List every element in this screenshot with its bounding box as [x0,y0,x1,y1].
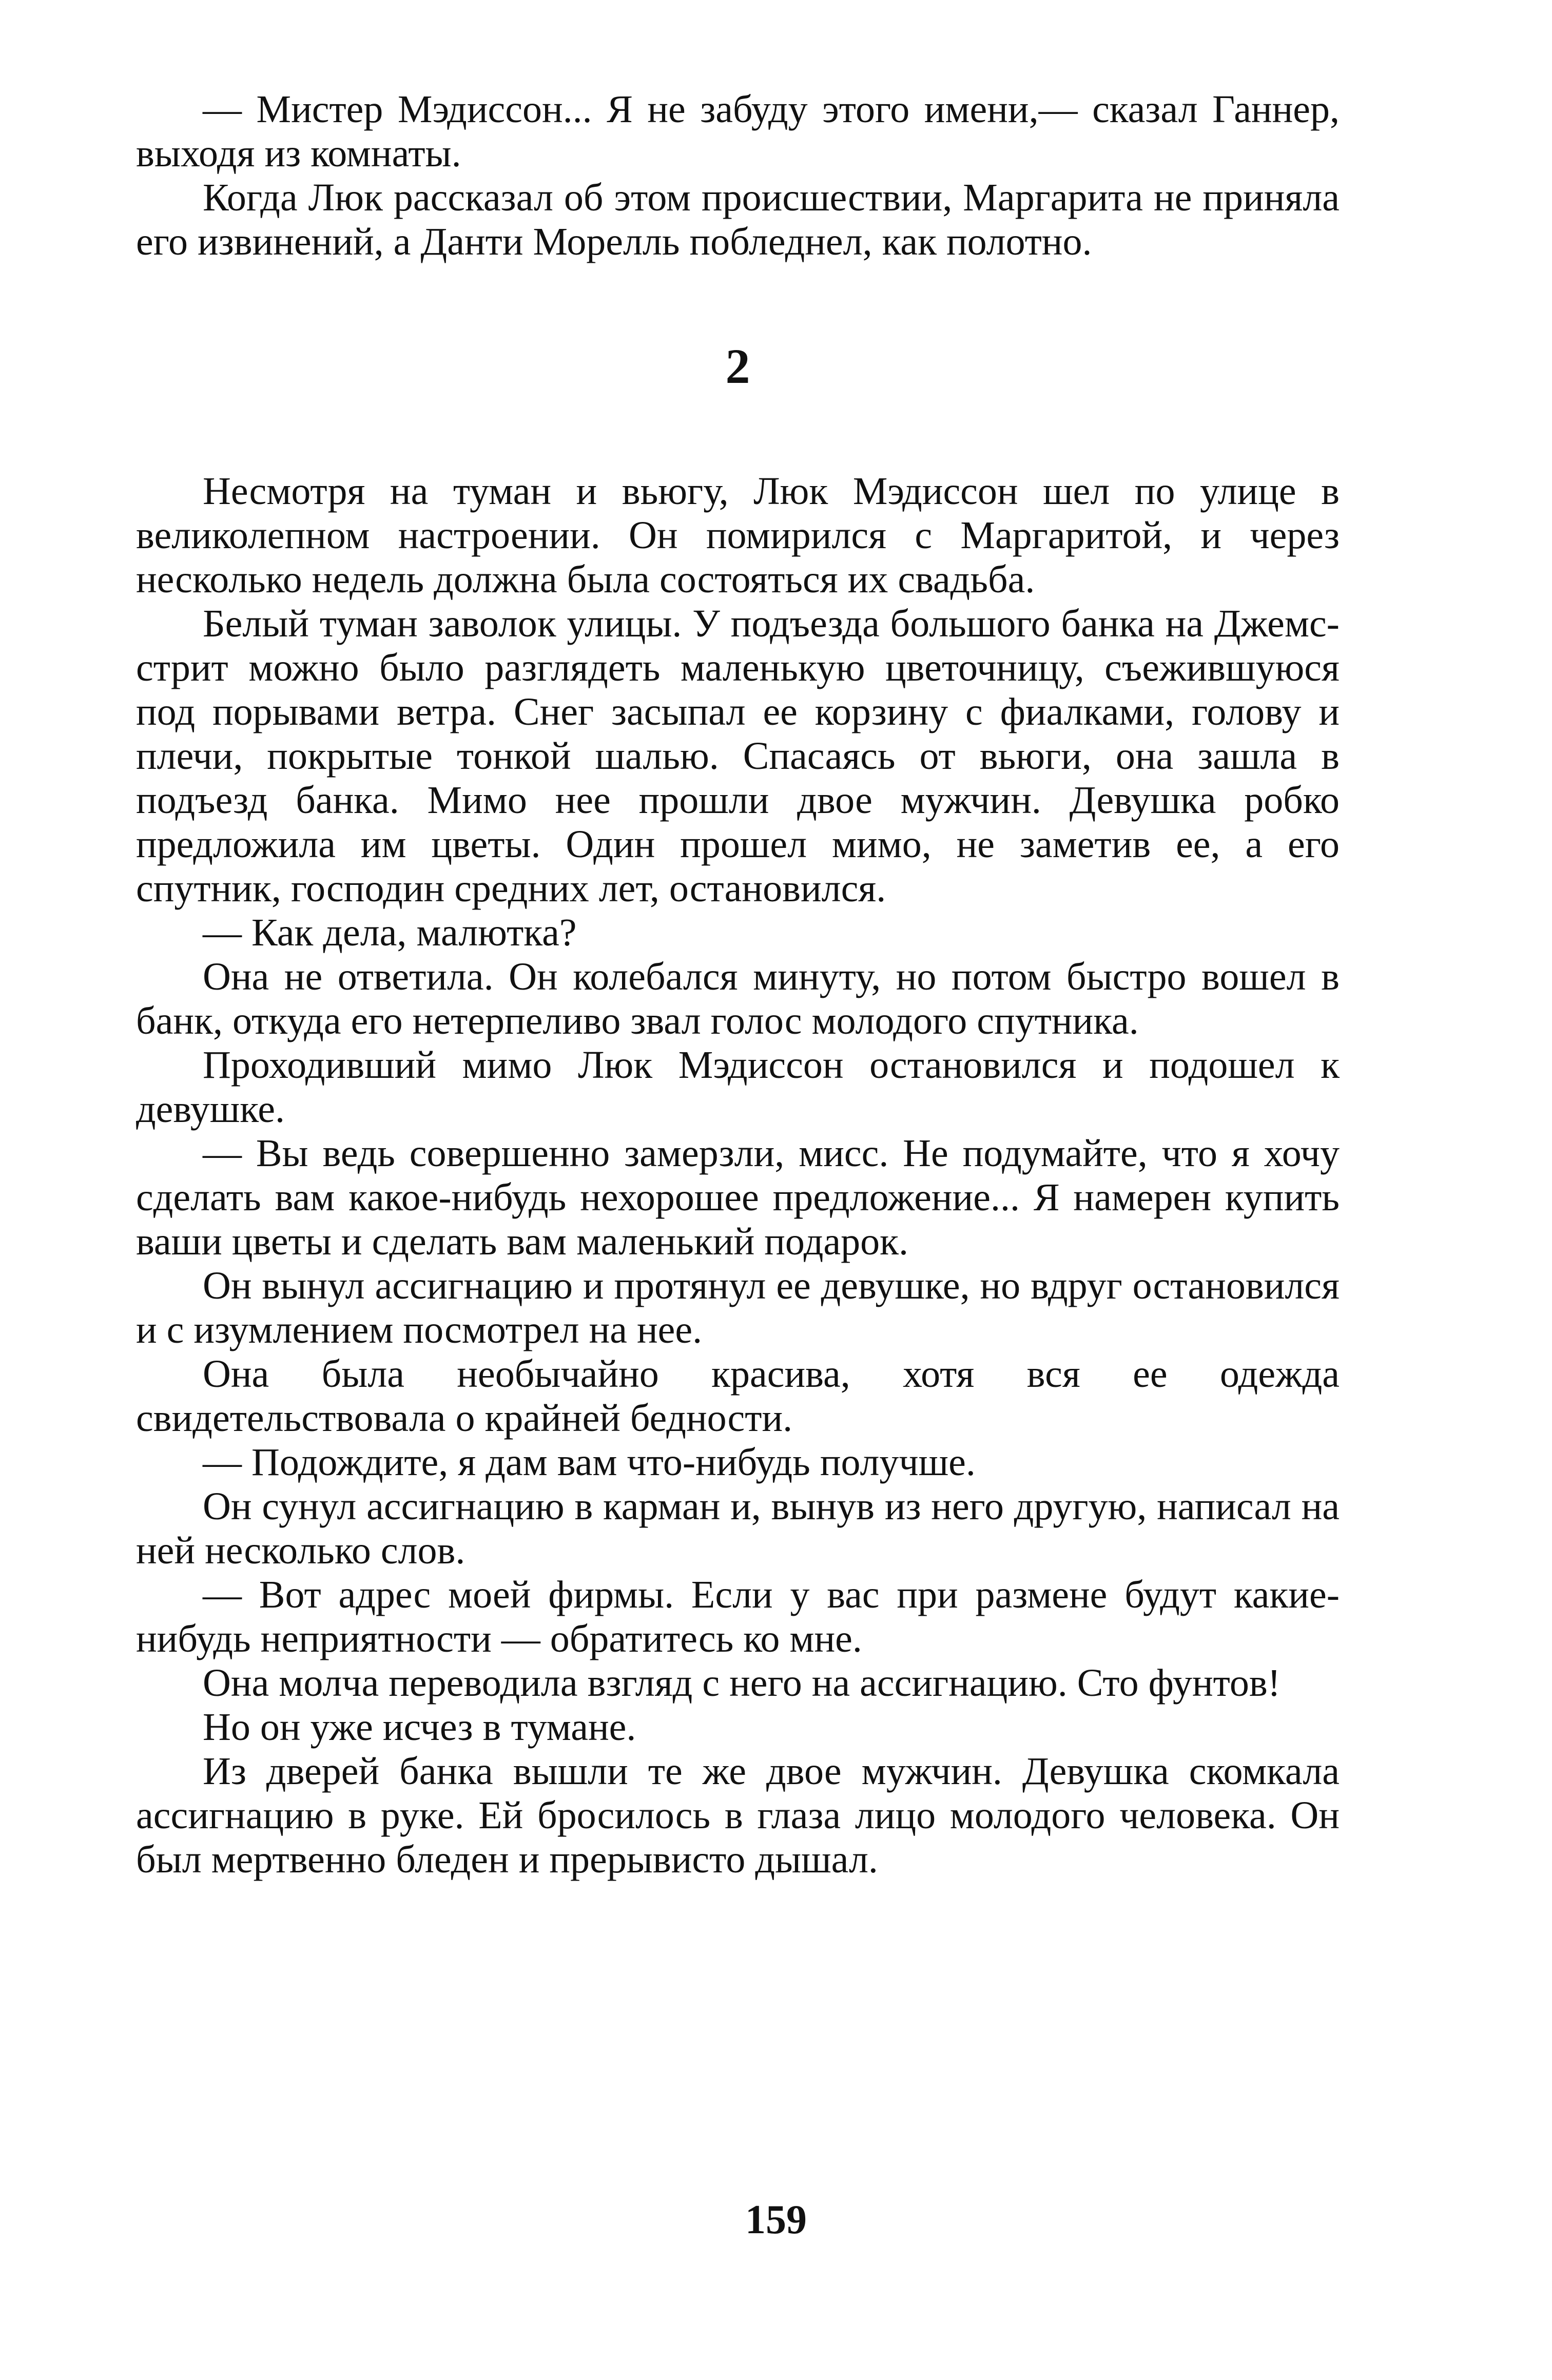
paragraph: Белый туман заволок улицы. У подъезда большого банка на Джемс-стрит можно было разглядеть маленькую цветочницу, съежившуюся под порывами ветра. Снег засыпал ее корзину с фиалками, голову и плечи, покрытые тонкой шалью. Спасаясь от вьюги, она зашла в подъезд банка. Мимо нее прошли двое мужчин. Девушка робко предложила им цветы. Один прошел мимо, не заметив ее, а его спутник, господин средних лет, остановился. [136,602,1340,910]
paragraph: — Подождите, я дам вам что-нибудь получше. [203,1441,976,1484]
paragraph: Она не ответила. Он колебался минуту, но потом быстро вошел в банк, откуда его нетерпеливо звал голос молодого спутника. [136,955,1340,1042]
paragraph: Когда Люк рассказал об этом происшествии, Маргарита не приняла его извинений, а Данти Морелль побледнел, как полотно. [136,176,1340,263]
chapter-number: 2 [725,339,750,394]
page-number: 159 [745,2197,807,2242]
paragraph: Из дверей банка вышли те же двое мужчин. Девушка скомкала ассигнацию в руке. Ей бросилось в глаза лицо молодого человека. Он был мертвенно бледен и прерывисто дышал. [136,1750,1340,1881]
paragraph: Он вынул ассигнацию и протянул ее девушке, но вдруг остановился и с изумлением посмотрел на нее. [136,1264,1340,1351]
paragraph: Она была необычайно красива, хотя вся ее одежда свидетельствовала о крайней бедности. [136,1352,1340,1440]
paragraph: — Как дела, малютка? [203,911,577,954]
paragraph: Несмотря на туман и вьюгу, Люк Мэдиссон шел по улице в великолепном настроении. Он помирился с Маргаритой, и через несколько недель должна была состояться их свадьба. [136,470,1340,601]
page-content [136,87,1340,1882]
paragraph: Она молча переводила взгляд с него на ассигнацию. Сто фунтов! [203,1661,1281,1705]
paragraph: — Вот адрес моей фирмы. Если у вас при размене будут какие-нибудь неприятности — обратитесь ко мне. [136,1573,1340,1660]
top-text-block [136,87,1340,264]
paragraph: — Вы ведь совершенно замерзли, мисс. Не подумайте, что я хочу сделать вам какое-нибудь нехорошее предложение... Я намерен купить ваши цветы и сделать вам маленький подарок. [136,1132,1340,1263]
paragraph: Он сунул ассигнацию в карман и, вынув из него другую, написал на ней несколько слов. [136,1485,1340,1572]
chapter-body [136,469,1340,1882]
paragraph: — Мистер Мэдиссон... Я не забуду этого имени,— сказал Ганнер, выходя из комнаты. [136,88,1340,175]
paragraph: Но он уже исчез в тумане. [203,1706,636,1749]
paragraph: Проходивший мимо Люк Мэдиссон остановился и подошел к девушке. [136,1043,1340,1131]
